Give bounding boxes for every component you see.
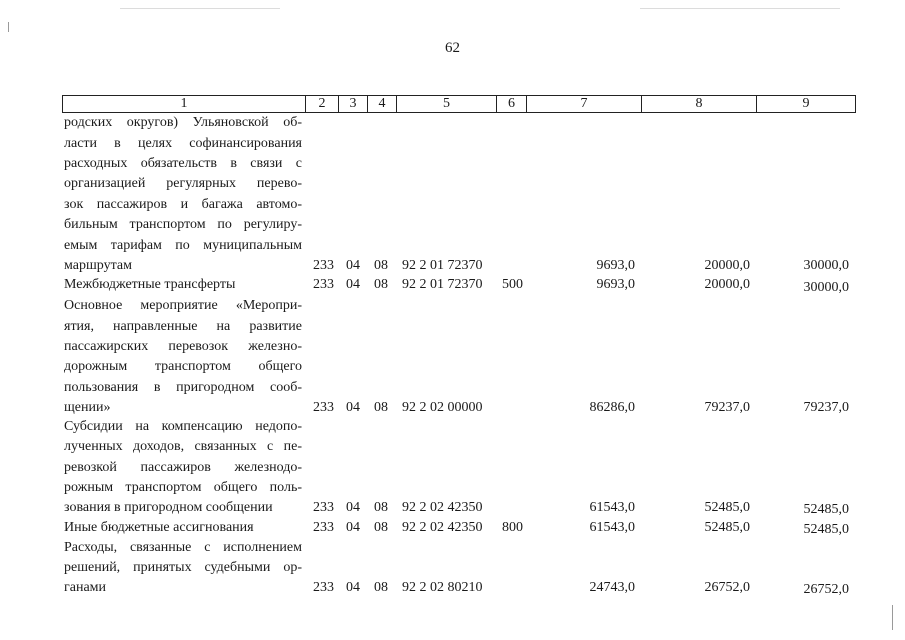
cell-target-article: 92 2 02 42350	[402, 520, 483, 535]
header-cell: 1	[62, 95, 306, 113]
cell-admin-code: 233	[313, 258, 334, 273]
cell-target-article: 92 2 02 00000	[402, 400, 483, 415]
cell-amount-9: 26752,0	[803, 582, 849, 597]
header-cell: 9	[756, 95, 856, 113]
row-description-line: дорожным транспортом общего	[64, 359, 302, 374]
header-cell: 3	[338, 95, 368, 113]
cell-expense-type: 800	[502, 520, 523, 535]
scan-artifact	[8, 22, 9, 32]
cell-subsection: 08	[374, 277, 388, 292]
header-cell: 5	[396, 95, 497, 113]
row-description-line: ласти в целях софинансирования	[64, 136, 302, 151]
cell-target-article: 92 2 01 72370	[402, 258, 483, 273]
row-description-line: родских округов) Ульяновской об-	[64, 115, 302, 130]
cell-amount-8: 52485,0	[704, 520, 750, 535]
row-description-line: пассажирских перевозок железно-	[64, 339, 302, 354]
cell-amount-7: 86286,0	[589, 400, 635, 415]
cell-subsection: 08	[374, 400, 388, 415]
cell-section: 04	[346, 500, 360, 515]
cell-amount-9: 52485,0	[803, 502, 849, 517]
cell-section: 04	[346, 400, 360, 415]
cell-amount-8: 20000,0	[704, 258, 750, 273]
row-description-line: маршрутам	[64, 258, 132, 273]
cell-subsection: 08	[374, 258, 388, 273]
header-cell: 4	[367, 95, 397, 113]
cell-subsection: 08	[374, 580, 388, 595]
cell-amount-8: 20000,0	[704, 277, 750, 292]
header-cell: 2	[305, 95, 339, 113]
row-description-line: Расходы, связанные с исполнением	[64, 540, 302, 555]
row-description-line: решений, принятых судебными ор-	[64, 560, 302, 575]
cell-admin-code: 233	[313, 580, 334, 595]
cell-amount-7: 9693,0	[596, 277, 635, 292]
cell-section: 04	[346, 258, 360, 273]
cell-amount-8: 79237,0	[704, 400, 750, 415]
row-description-line: ревозкой пассажиров железнодо-	[64, 460, 302, 475]
row-description-line: расходных обязательств в связи с	[64, 156, 302, 171]
cell-admin-code: 233	[313, 520, 334, 535]
cell-amount-8: 52485,0	[704, 500, 750, 515]
header-cell: 6	[496, 95, 527, 113]
row-description-line: Субсидии на компенсацию недопо-	[64, 419, 302, 434]
row-description-line: Иные бюджетные ассигнования	[64, 520, 254, 535]
cell-target-article: 92 2 02 42350	[402, 500, 483, 515]
row-description-line: щении»	[64, 400, 111, 415]
cell-amount-9: 52485,0	[803, 522, 849, 537]
cell-subsection: 08	[374, 520, 388, 535]
scan-artifact	[892, 605, 893, 630]
row-description-line: Основное мероприятие «Меропри-	[64, 298, 302, 313]
header-cell: 7	[526, 95, 642, 113]
row-description-line: зок пассажиров и багажа автомо-	[64, 197, 302, 212]
row-description-line: организацией регулярных перево-	[64, 176, 302, 191]
row-description-line: бильным транспортом по регулиру-	[64, 217, 302, 232]
row-description-line: Межбюджетные трансферты	[64, 277, 236, 292]
cell-admin-code: 233	[313, 277, 334, 292]
cell-target-article: 92 2 01 72370	[402, 277, 483, 292]
page-number: 62	[445, 40, 460, 56]
cell-amount-7: 61543,0	[589, 500, 635, 515]
cell-subsection: 08	[374, 500, 388, 515]
cell-section: 04	[346, 580, 360, 595]
cell-admin-code: 233	[313, 500, 334, 515]
cell-admin-code: 233	[313, 400, 334, 415]
row-description-line: зования в пригородном сообщении	[64, 500, 273, 515]
scan-artifact	[640, 8, 840, 9]
cell-section: 04	[346, 520, 360, 535]
header-cell: 8	[641, 95, 757, 113]
cell-amount-8: 26752,0	[704, 580, 750, 595]
cell-amount-9: 30000,0	[803, 280, 849, 295]
cell-amount-7: 24743,0	[589, 580, 635, 595]
cell-amount-7: 61543,0	[589, 520, 635, 535]
row-description-line: емым тарифам по муниципальным	[64, 238, 302, 253]
cell-target-article: 92 2 02 80210	[402, 580, 483, 595]
scan-artifact	[120, 8, 280, 9]
cell-amount-9: 79237,0	[803, 400, 849, 415]
row-description-line: лученных доходов, связанных с пе-	[64, 439, 302, 454]
cell-amount-7: 9693,0	[596, 258, 635, 273]
cell-amount-9: 30000,0	[803, 258, 849, 273]
cell-expense-type: 500	[502, 277, 523, 292]
row-description-line: рожным транспортом общего поль-	[64, 480, 302, 495]
cell-section: 04	[346, 277, 360, 292]
row-description-line: ганами	[64, 580, 107, 595]
row-description-line: пользования в пригородном сооб-	[64, 380, 302, 395]
row-description-line: ятия, направленные на развитие	[64, 319, 302, 334]
